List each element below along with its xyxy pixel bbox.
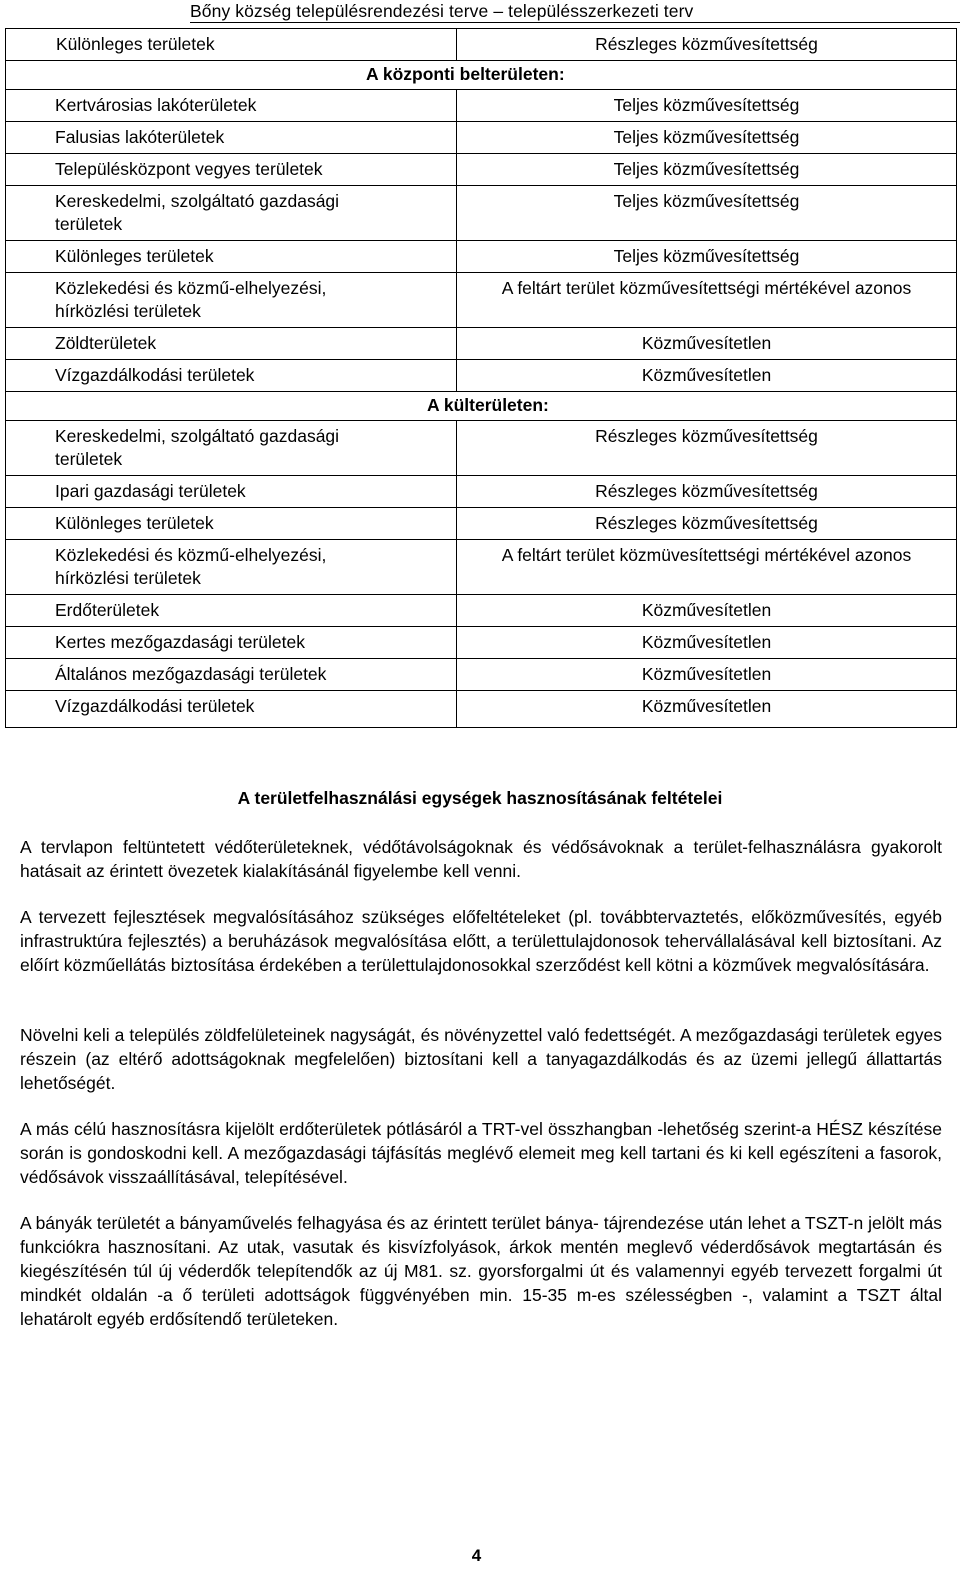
status-cell: Közművesítetlen bbox=[457, 360, 957, 392]
status-cell: Teljes közművesítettség bbox=[457, 241, 957, 273]
status-cell: Közművesítetlen bbox=[457, 627, 957, 659]
table-row bbox=[6, 540, 957, 595]
area-cell: Településközpont vegyes területek bbox=[6, 154, 457, 186]
area-cell: Erdőterületek bbox=[6, 595, 457, 627]
table-row bbox=[6, 186, 957, 241]
area-cell: Falusias lakóterületek bbox=[6, 122, 457, 154]
table-row bbox=[6, 627, 957, 659]
section-header-belterulet bbox=[6, 61, 957, 90]
paragraph: A tervlapon feltüntetett védőterületeknek, védőtávolságoknak és védősávoknak a terület-felhasználásra gyakorolt hatásait az érintett övezetek kialakításánál figyelembe kell venni. bbox=[20, 837, 942, 881]
table-row bbox=[6, 273, 957, 328]
table-row bbox=[6, 595, 957, 627]
table-row bbox=[6, 508, 957, 540]
status-cell: A feltárt terület közművesítettségi mértékével azonos bbox=[457, 273, 957, 328]
status-cell: Közművesítetlen bbox=[457, 328, 957, 360]
table-row bbox=[6, 476, 957, 508]
paragraph: Növelni keli a település zöldfelületeinek nagyságát, és növényzettel való fedettségét. A mezőgazdasági területek egyes részein (az eltérő adottságoknak megfelelően) biztosítani kell a tanyagazdálkodás és az üzemi jellegű állattartás lehetőségét. bbox=[20, 1025, 942, 1093]
table-row bbox=[6, 691, 957, 728]
table-row bbox=[6, 421, 957, 476]
area-cell: Zöldterületek bbox=[6, 328, 457, 360]
area-cell: Kertvárosias lakóterületek bbox=[6, 90, 457, 122]
status-cell: Részleges közművesítettség bbox=[457, 476, 957, 508]
area-cell: Vízgazdálkodási területek bbox=[6, 691, 457, 728]
area-cell: Kereskedelmi, szolgáltató gazdasági területek bbox=[6, 421, 457, 476]
area-cell: Közlekedési és közmű-elhelyezési, hírközlési területek bbox=[6, 273, 457, 328]
area-cell: Közlekedési és közmű-elhelyezési, hírközlési területek bbox=[6, 540, 457, 595]
area-cell: Különleges területek bbox=[6, 241, 457, 273]
area-cell: Ipari gazdasági területek bbox=[6, 476, 457, 508]
area-cell: Különleges területek bbox=[6, 29, 457, 61]
status-cell: Részleges közművesítettség bbox=[457, 508, 957, 540]
section-header-kulterulet bbox=[6, 392, 957, 421]
area-cell: Kertes mezőgazdasági területek bbox=[6, 627, 457, 659]
section-title: A külterületen: bbox=[6, 392, 957, 421]
status-cell: Teljes közművesítettség bbox=[457, 186, 957, 241]
infrastructure-table bbox=[5, 28, 957, 728]
status-cell: Közművesítetlen bbox=[457, 659, 957, 691]
status-cell: Közművesítetlen bbox=[457, 691, 957, 728]
page-header: Bőny község településrendezési terve – településszerkezeti terv bbox=[190, 0, 960, 23]
area-cell: Kereskedelmi, szolgáltató gazdasági területek bbox=[6, 186, 457, 241]
status-cell: A feltárt terület közmüvesítettségi mértékével azonos bbox=[457, 540, 957, 595]
area-cell: Különleges területek bbox=[6, 508, 457, 540]
status-cell: Teljes közművesítettség bbox=[457, 154, 957, 186]
status-cell: Részleges közművesítettség bbox=[457, 421, 957, 476]
section-title: A központi belterületen: bbox=[6, 61, 957, 90]
area-cell: Vízgazdálkodási területek bbox=[6, 360, 457, 392]
table-row bbox=[6, 154, 957, 186]
paragraph: A más célú hasznosításra kijelölt erdőterületek pótlásáról a TRT-vel összhangban -lehetőség szerint-a HÉSZ készítése során is gondoskodni kell. A mezőgazdasági tájfásítás meglévő elemeit meg kell tartani és ki kell egészíteni a fasorok, védősávok visszaállításával, telepítésével. bbox=[20, 1119, 942, 1187]
status-cell: Részleges közművesítettség bbox=[457, 29, 957, 61]
table-row bbox=[6, 90, 957, 122]
status-cell: Teljes közművesítettség bbox=[457, 90, 957, 122]
table-row bbox=[6, 29, 957, 61]
table-row bbox=[6, 328, 957, 360]
table-row bbox=[6, 659, 957, 691]
area-cell: Általános mezőgazdasági területek bbox=[6, 659, 457, 691]
section-title: A területfelhasználási egységek hasznosításának feltételei bbox=[237, 788, 723, 808]
status-cell: Teljes közművesítettség bbox=[457, 122, 957, 154]
table-row bbox=[6, 360, 957, 392]
table-row bbox=[6, 122, 957, 154]
page-number: 4 bbox=[471, 1546, 482, 1565]
status-cell: Közművesítetlen bbox=[457, 595, 957, 627]
paragraph: A bányák területét a bányaművelés felhagyása és az érintett terület bánya- tájrendezése után lehet a TSZT-n jelölt más funkciókra hasznosítani. Az utak, vasutak és kisvízfolyások, árkok mentén meglevő véderdősávok megtartásán és kiegészítésén túl új véderdők telepítendők az új M81. sz. gyorsforgalmi út és valamennyi egyéb tervezett forgalmi út mindkét oldalán -a ő területi adottságok függvényében min. 15-35 m-es szélességben -, valamint a TSZT által lehatárolt egyéb erdősítendő területeken. bbox=[20, 1213, 942, 1329]
table-row bbox=[6, 241, 957, 273]
paragraph: A tervezett fejlesztések megvalósításához szükséges előfeltételeket (pl. továbbtervaztetés, előközművesítés, egyéb infrastruktúra fejlesztés) a beruházások megvalósítása előtt, a területtulajdonosok tehervállalásával kell biztosítani. Az előírt közműellátás biztosítása érdekében a területtulajdonosokkal szerződést kell kötni a közművek megvalósítására. bbox=[20, 907, 942, 975]
